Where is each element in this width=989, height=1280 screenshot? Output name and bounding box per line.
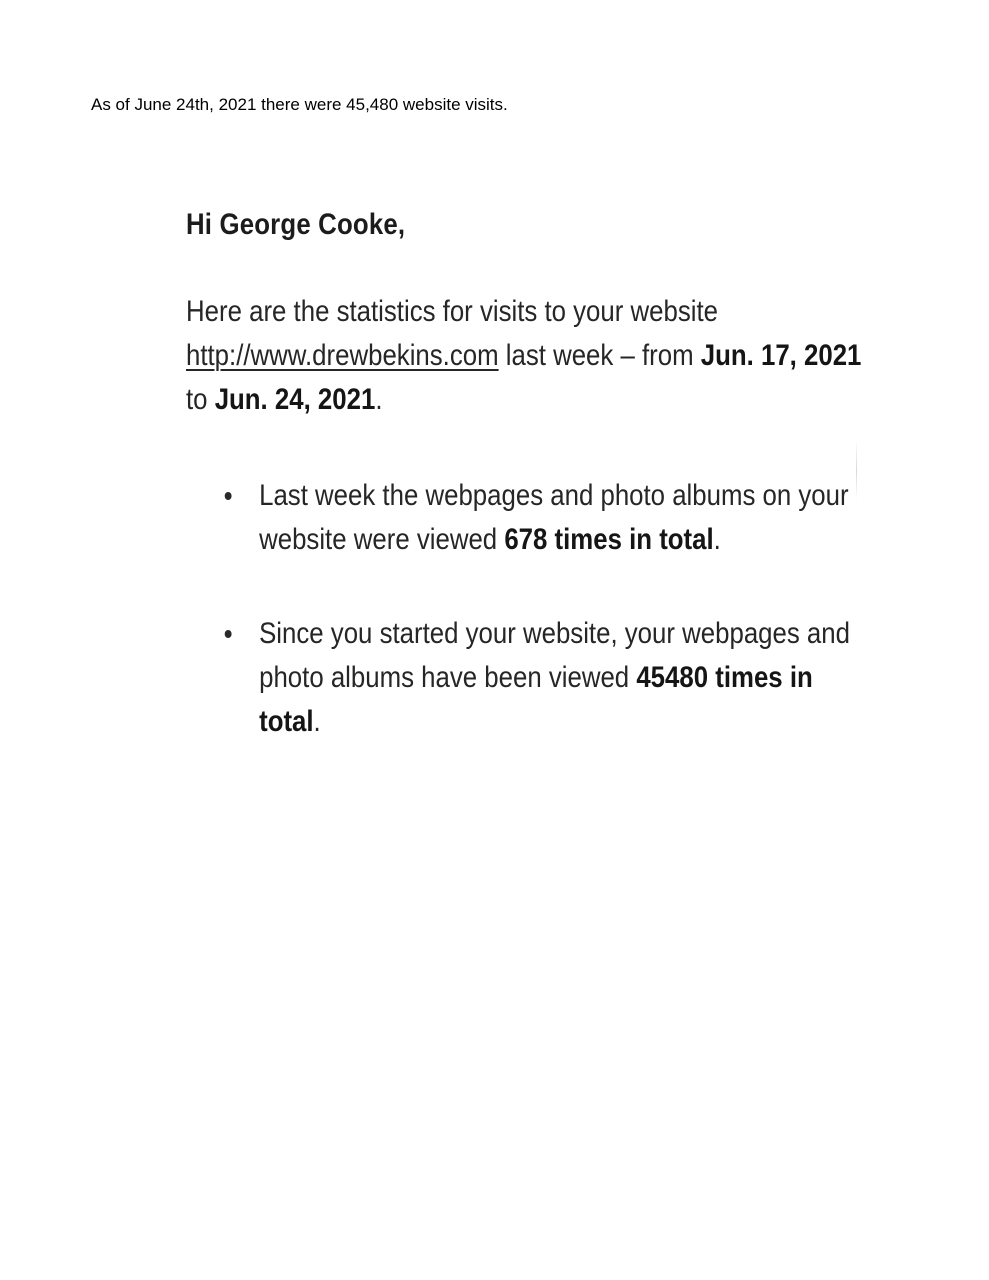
bullet-icon [225, 492, 232, 500]
scan-artifact [856, 440, 857, 500]
statistics-list [186, 474, 865, 744]
email-intro-paragraph [186, 290, 865, 422]
scanned-email-image [186, 205, 862, 794]
bullet-text: Since you started your website, your webpages and photo albums have been viewed [259, 617, 850, 694]
paragraph-end-text: . [375, 383, 383, 416]
bullet-end: . [713, 523, 721, 556]
bullet-end: . [313, 705, 321, 738]
bullet-text: Last week the webpages and photo albums on your website were viewed [259, 479, 849, 556]
total-view-count: 45480 [636, 661, 709, 694]
intro-sentence: As of June 24th, 2021 there were 45,480 website visits. [91, 95, 508, 114]
paragraph-intro-text: Here are the statistics for visits to your website [186, 295, 718, 328]
paragraph-to-text: to [186, 383, 215, 416]
weekly-view-count: 678 [504, 523, 548, 556]
list-item [259, 612, 865, 744]
website-link[interactable]: http://www.drewbekins.com [186, 339, 499, 372]
list-item [259, 474, 865, 562]
email-greeting: Hi George Cooke, [186, 208, 406, 241]
date-from: Jun. 17, 2021 [700, 339, 862, 372]
bullet-icon [225, 630, 232, 638]
bullet-bold-text: times in total [547, 523, 714, 556]
bullet-bold-text: times in total [259, 661, 813, 738]
date-to: Jun. 24, 2021 [214, 383, 376, 416]
paragraph-mid-text: last week – from [498, 339, 701, 372]
